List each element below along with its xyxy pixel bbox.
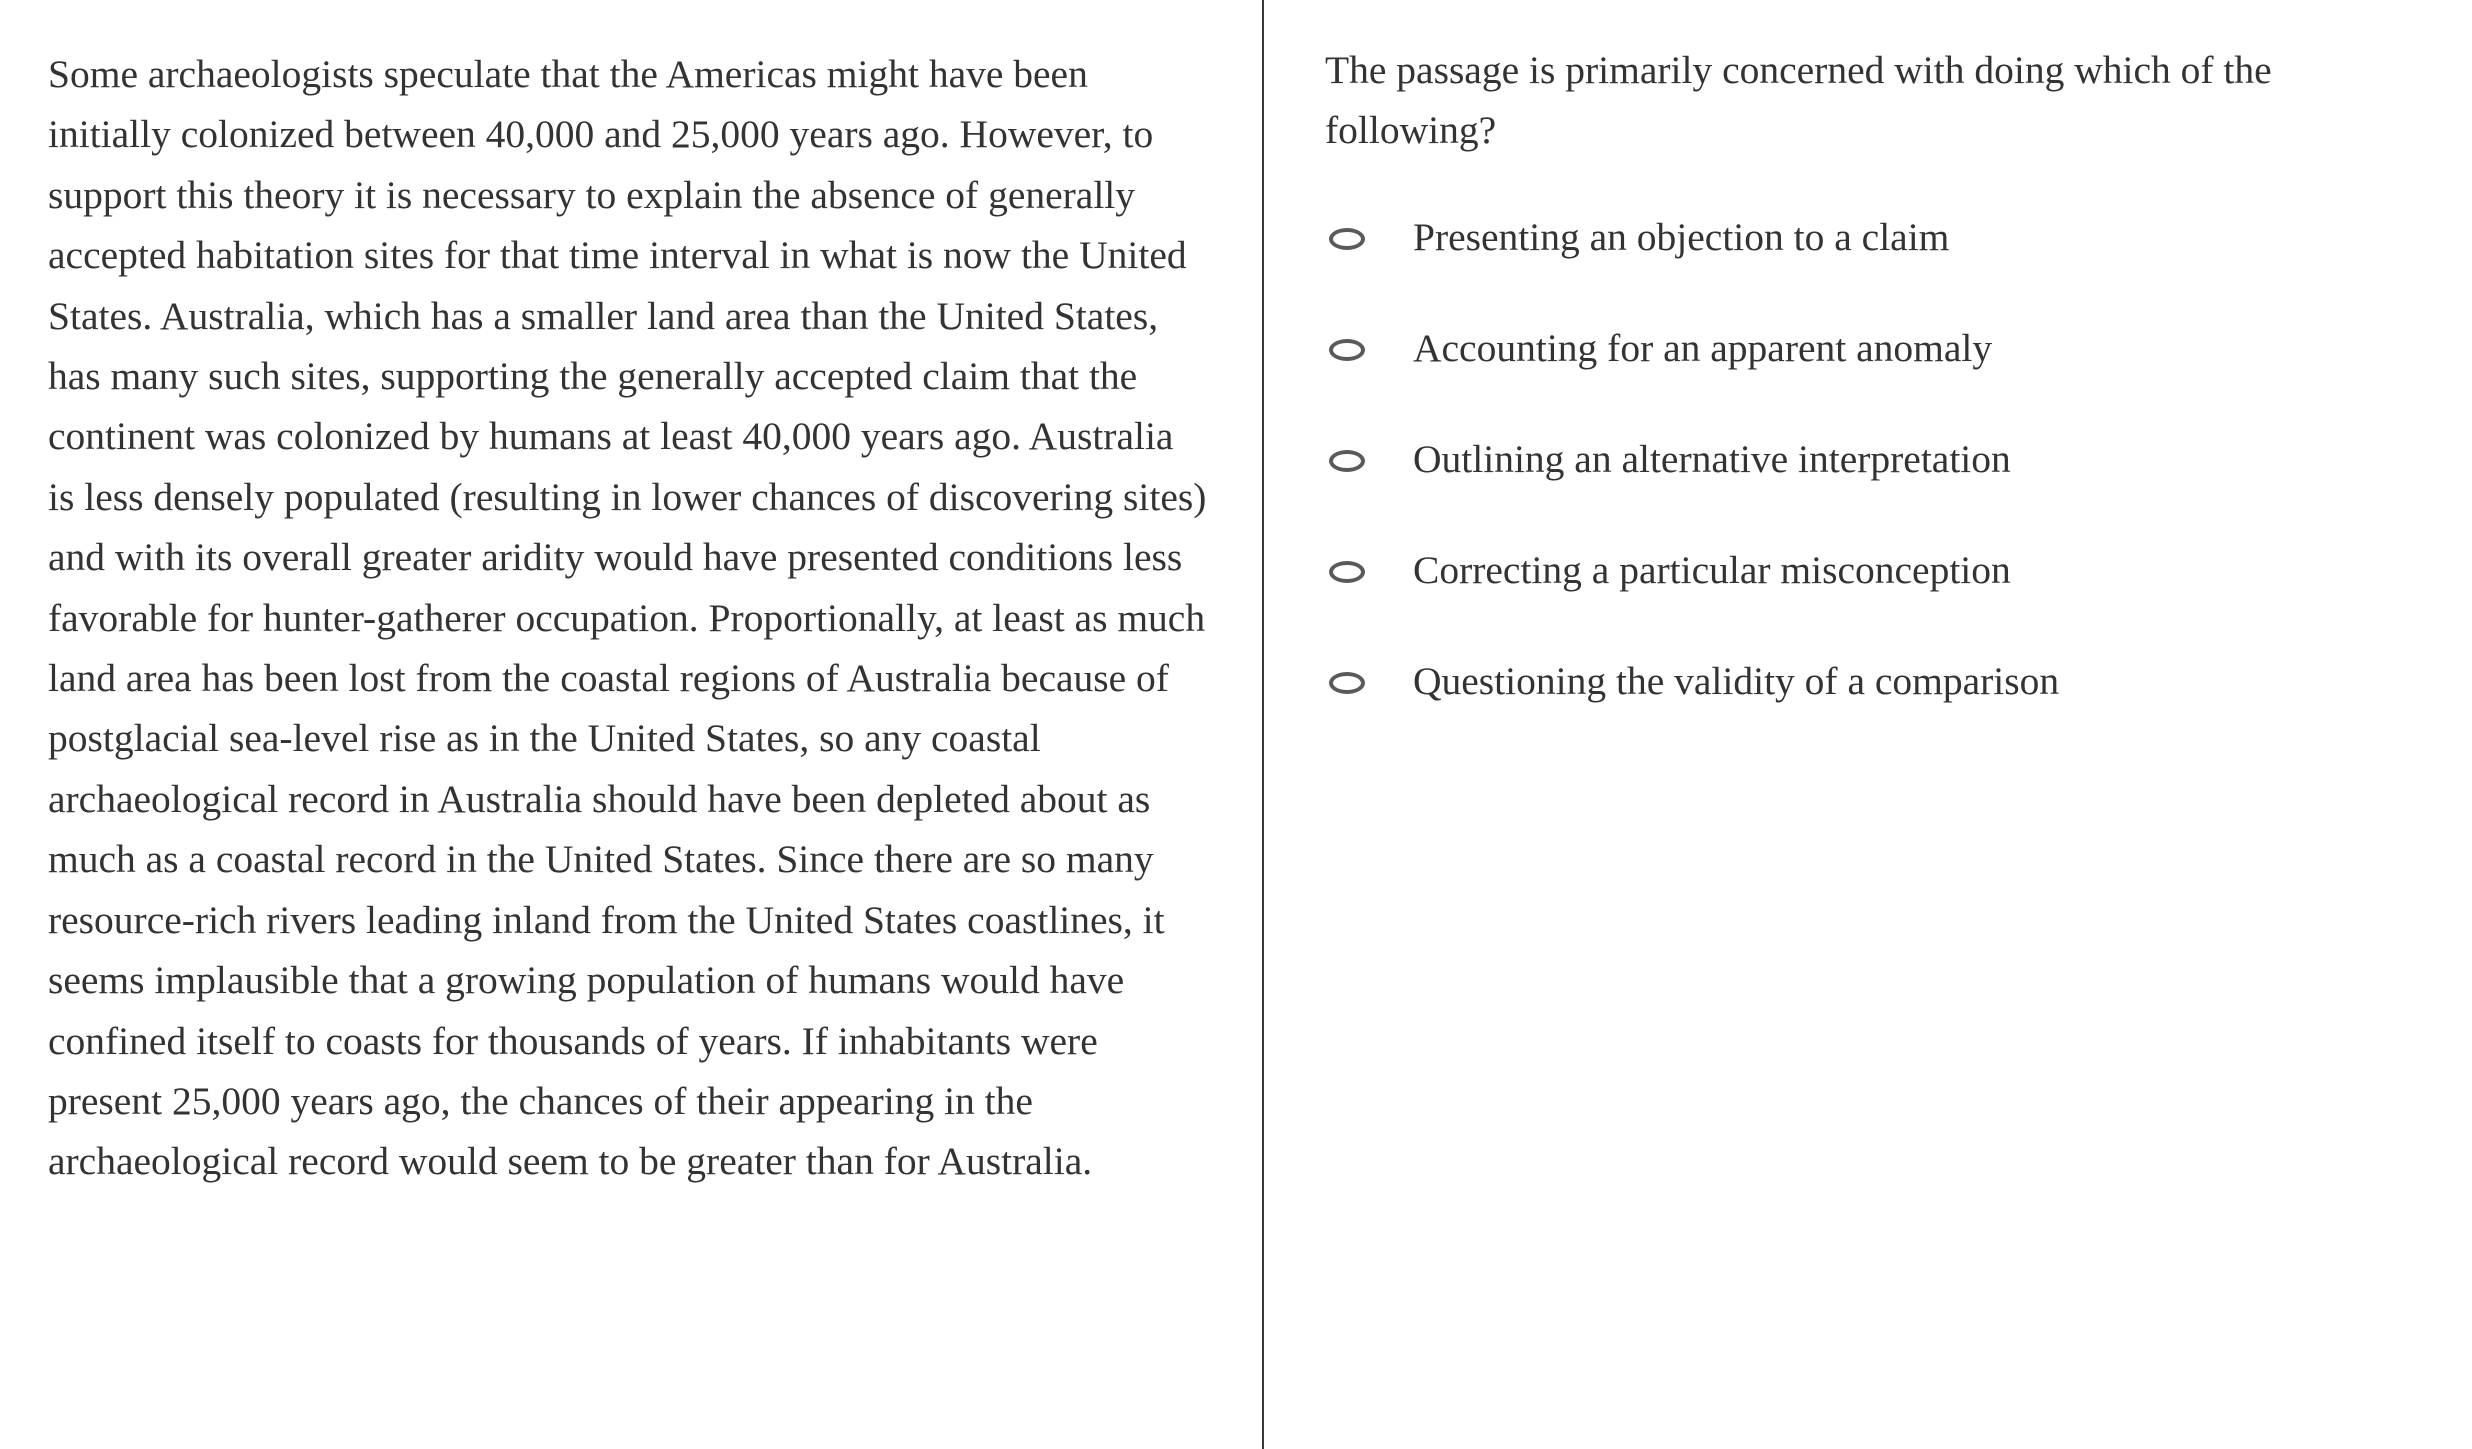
radio-button-icon[interactable]	[1329, 672, 1365, 694]
answer-option-label[interactable]: Correcting a particular misconception	[1413, 548, 2011, 592]
answer-option-d[interactable]	[1325, 545, 2435, 656]
answer-option-c[interactable]	[1325, 434, 2435, 545]
question-pane	[1325, 40, 2435, 703]
radio-button-icon[interactable]	[1329, 228, 1365, 250]
answer-option-e[interactable]	[1325, 656, 2435, 767]
answer-option-label[interactable]: Outlining an alternative interpretation	[1413, 437, 2011, 481]
answer-option-b[interactable]	[1325, 323, 2435, 434]
radio-button-icon[interactable]	[1329, 450, 1365, 472]
answer-option-label[interactable]: Presenting an objection to a claim	[1413, 215, 1950, 259]
question-stem: The passage is primarily concerned with doing which of the following?	[1325, 48, 2272, 152]
radio-button-icon[interactable]	[1329, 561, 1365, 583]
radio-button-icon[interactable]	[1329, 339, 1365, 361]
answer-option-label[interactable]: Accounting for an apparent anomaly	[1413, 326, 1993, 370]
pane-divider[interactable]	[1262, 0, 1264, 1449]
answer-options	[1325, 212, 2435, 767]
passage-pane	[48, 44, 1208, 1192]
answer-option-a[interactable]	[1325, 212, 2435, 323]
passage-text: Some archaeologists speculate that the Americas might have been initially colonized between 40,000 and 25,000 years ago. However, to support this theory it is necessary to explain the absence of generally accepted habitation sites for that time interval in what is now the United States. Australia, which has a smaller land area than the United States, has many such sites, supporting the generally accepted claim that the continent was colonized by humans at least 40,000 years ago. Australia is less densely populated (resulting in lower chances of discovering sites) and with its overall greater aridity would have presented conditions less favorable for hunter-gatherer occupation. Proportionally, at least as much land area has been lost from the coastal regions of Australia because of postglacial sea-level rise as in the United States, so any coastal archaeological record in Australia should have been depleted about as much as a coastal record in the United States. Since there are so many resource-rich rivers leading inland from the United States coastlines, it seems implausible that a growing population of humans would have confined itself to coasts for thousands of years. If inhabitants were present 25,000 years ago, the chances of their appearing in the archaeological record would seem to be greater than for Australia.	[48, 52, 1207, 1184]
answer-option-label[interactable]: Questioning the validity of a comparison	[1413, 659, 2060, 703]
